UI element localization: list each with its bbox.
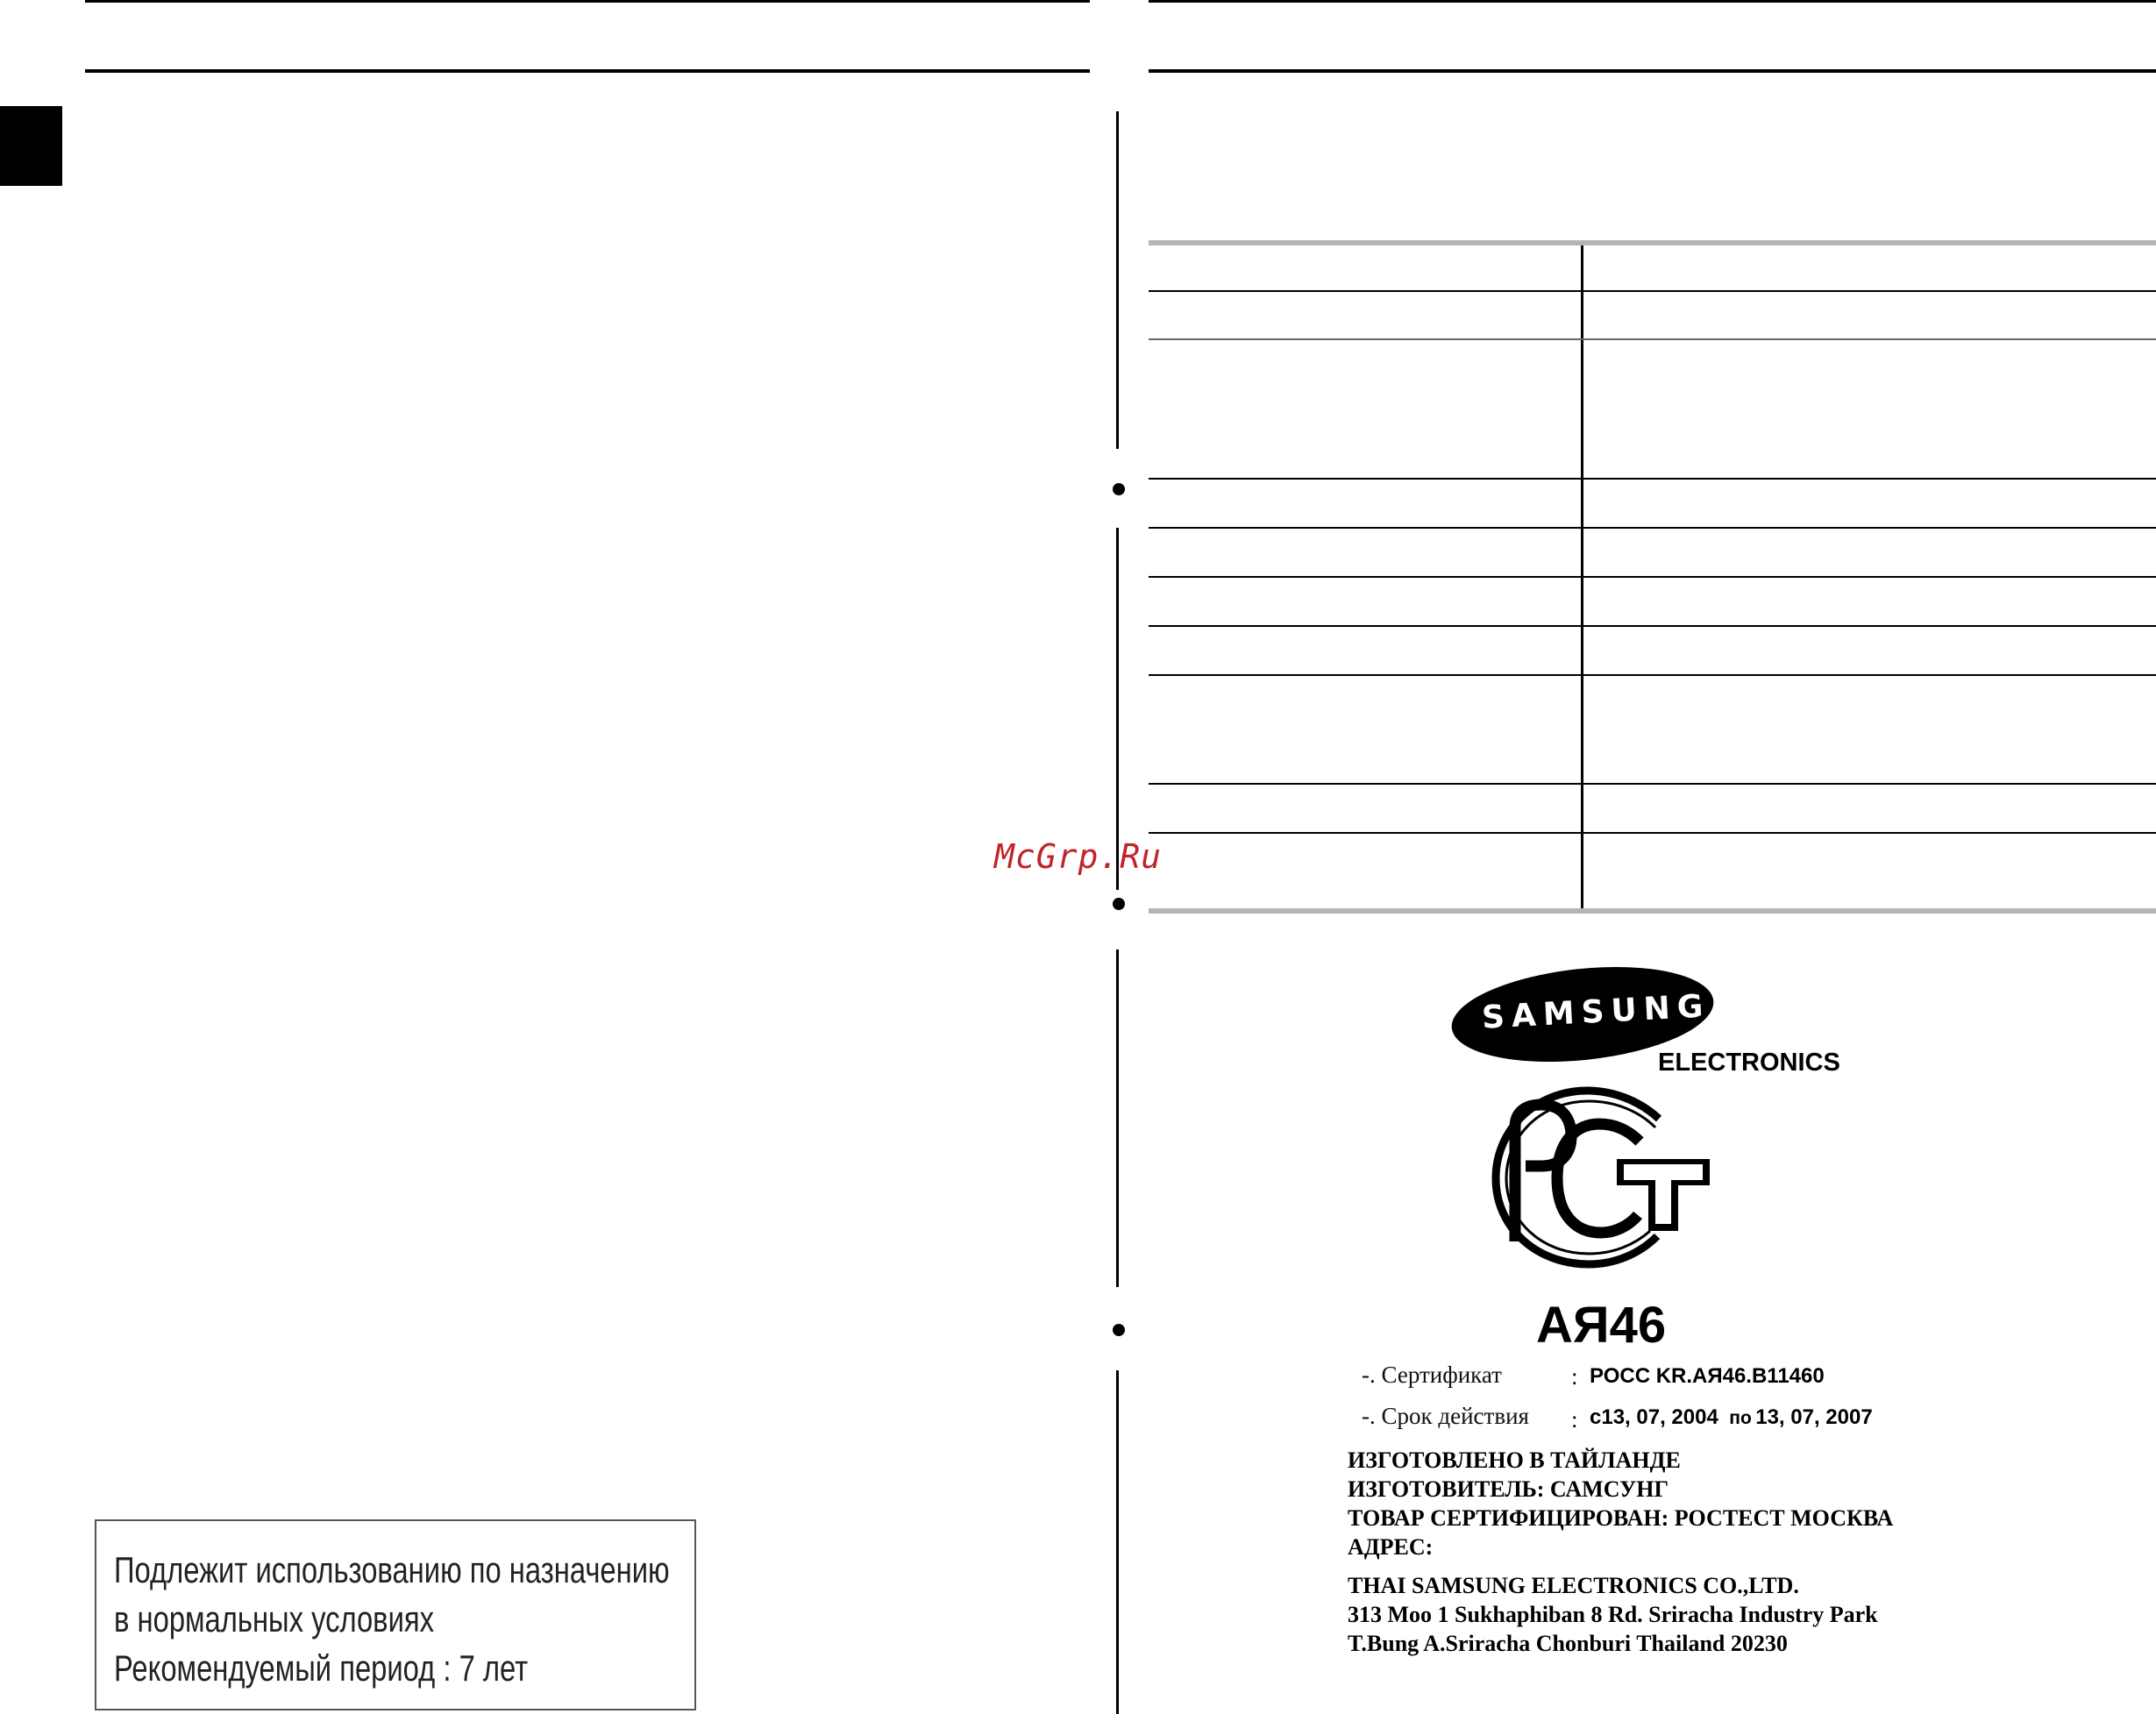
validity-value-row: [1590, 1405, 1873, 1430]
validity-from: с13, 07, 2004: [1590, 1405, 1718, 1429]
usage-note-box: [95, 1519, 696, 1710]
table-row-line: [1149, 674, 2156, 676]
pct-certification-mark-icon: [1491, 1085, 1718, 1269]
certificate-label: -. Сертификат: [1362, 1362, 1502, 1388]
watermark-text: McGrp.Ru: [994, 837, 1163, 876]
table-row-line: [1149, 783, 2156, 785]
page-tab-marker: [0, 106, 62, 186]
address-line-1: 313 Moo 1 Sukhaphiban 8 Rd. Sriracha Industry Park: [1348, 1602, 1878, 1627]
certificate-number-value: РОСС KR.АЯ46.В11460: [1590, 1364, 1825, 1388]
binding-dot-3: [1113, 1324, 1125, 1336]
manufacturer-info: [1348, 1446, 1893, 1561]
address-label: АДРЕС:: [1348, 1534, 1434, 1560]
validity-label: -. Срок действия: [1362, 1403, 1529, 1429]
table-row-line: [1149, 625, 2156, 627]
validity-to-word: по: [1729, 1408, 1752, 1428]
right-header-rule: [1149, 69, 2156, 73]
table-row-line: [1149, 527, 2156, 529]
table-top-rule: [1149, 240, 2156, 245]
table-row-line: [1149, 832, 2156, 834]
certified-line: ТОВАР СЕРТИФИЦИРОВАН: РОСТЕСТ МОСКВА: [1348, 1505, 1894, 1531]
usage-note-line-2: в нормальных условиях: [114, 1598, 435, 1639]
binding-line-2: [1116, 528, 1119, 890]
validity-to: 13, 07, 2007: [1755, 1405, 1873, 1429]
right-top-rule: [1149, 0, 2156, 3]
table-bottom-rule: [1149, 908, 2156, 914]
manufacturer-address: [1348, 1571, 1878, 1658]
certificate-number-sep: [1571, 1363, 1578, 1390]
samsung-logo-text: SAMSUNG: [1481, 988, 1711, 1036]
left-top-rule: [85, 0, 1090, 3]
electronics-label: ELECTRONICS: [1658, 1049, 1840, 1077]
maker-line: ИЗГОТОВИТЕЛЬ: САМСУНГ: [1348, 1476, 1669, 1502]
certificate-code: АЯ46: [1536, 1297, 1667, 1354]
address-line-2: T.Bung A.Sriracha Chonburi Thailand 20230: [1348, 1631, 1788, 1656]
table-row-line: [1149, 338, 2156, 340]
validity-separator: :: [1571, 1406, 1578, 1433]
made-in-line: ИЗГОТОВЛЕНО В ТАЙЛАНДЕ: [1348, 1447, 1681, 1473]
validity-row: [1362, 1403, 1529, 1430]
binding-line-3: [1116, 949, 1119, 1287]
table-row-line: [1149, 478, 2156, 480]
usage-note-line-1: Подлежит использованию по назначению: [114, 1549, 670, 1590]
binding-dot-2: [1113, 898, 1125, 910]
usage-note-line-3: Рекомендуемый период : 7 лет: [114, 1647, 529, 1689]
company-line: THAI SAMSUNG ELECTRONICS CO.,LTD.: [1348, 1573, 1799, 1598]
table-row-line: [1149, 576, 2156, 578]
certificate-number-value-row: [1590, 1364, 1825, 1389]
binding-dot-1: [1113, 483, 1125, 495]
binding-line-4: [1116, 1370, 1119, 1714]
certificate-separator: :: [1571, 1363, 1578, 1390]
certificate-number-row: [1362, 1362, 1502, 1389]
validity-sep-row: [1571, 1406, 1578, 1433]
table-row-line: [1149, 290, 2156, 292]
binding-line-1: [1116, 111, 1119, 449]
left-header-rule: [85, 69, 1090, 73]
